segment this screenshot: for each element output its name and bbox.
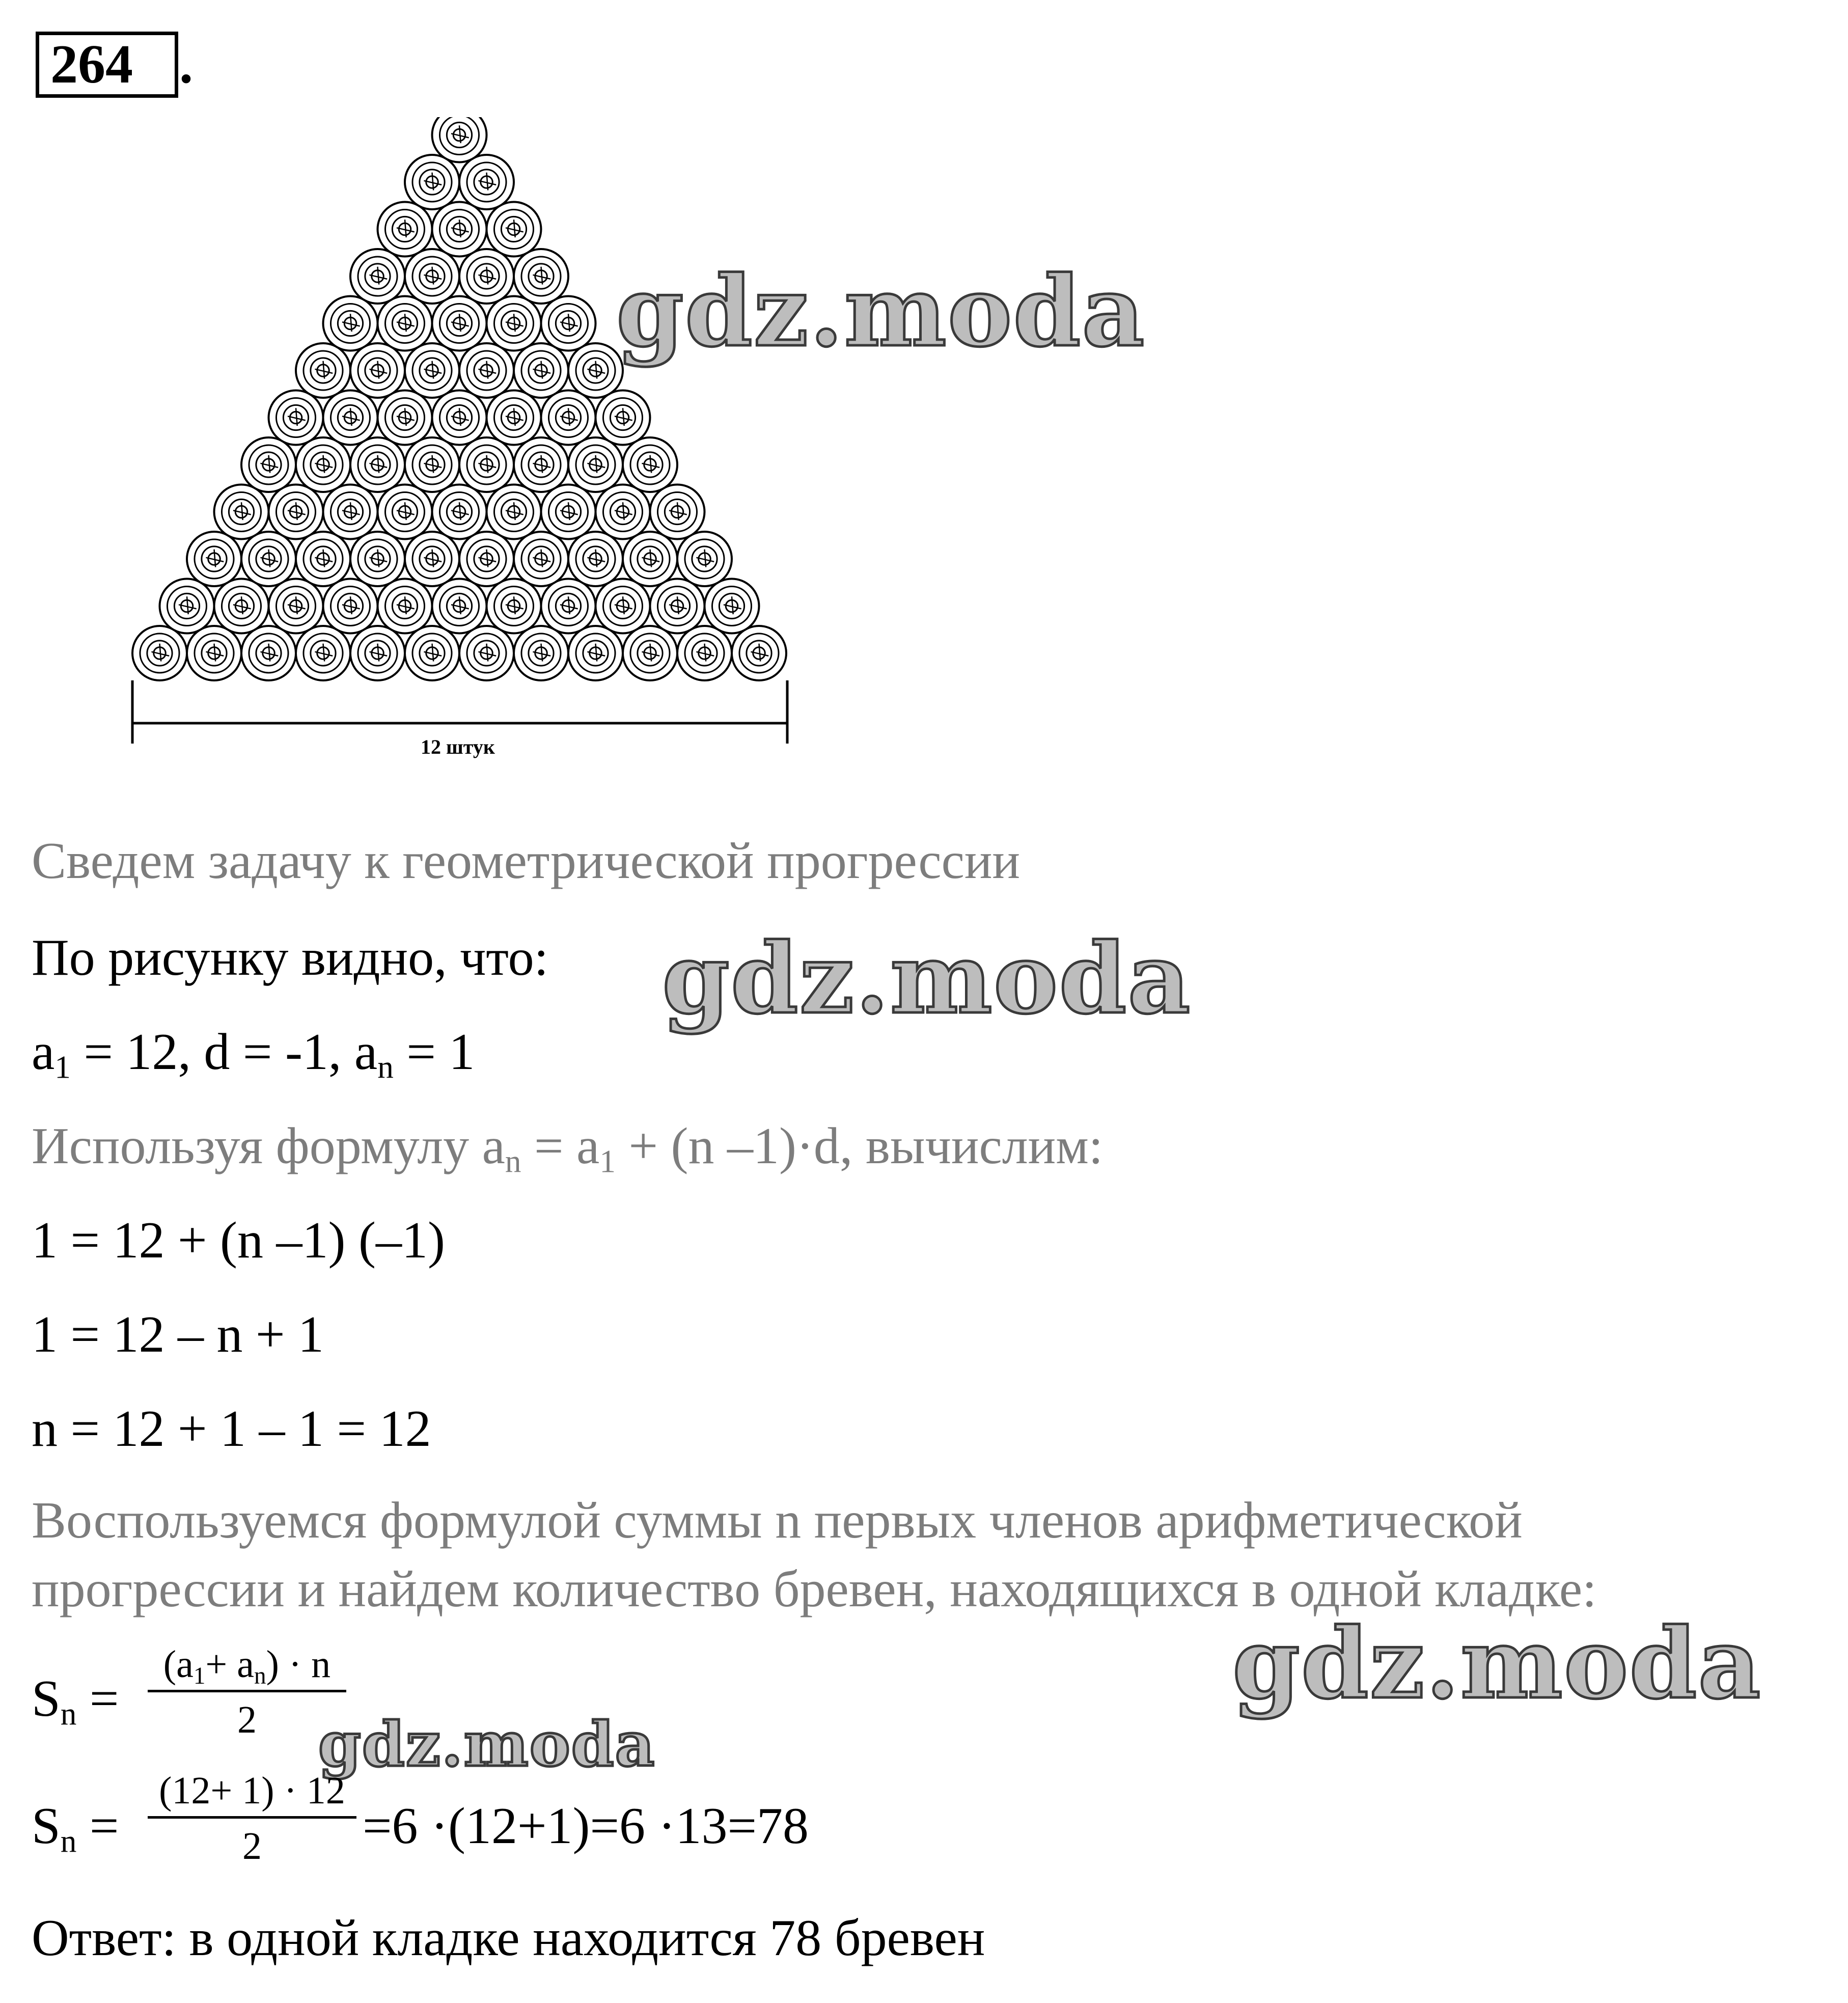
sum-formula-denominator: 2 [237,1698,257,1741]
log-end [514,532,568,586]
log-end [568,343,623,398]
num-sub1: 1 [193,1663,206,1690]
log-end [487,485,541,539]
log-end [269,391,323,445]
log-end [160,579,214,634]
equation-1: 1 = 12 + (n –1) (–1) [32,1212,445,1269]
sum-calc-result: =6 ·(12+1)=6 ·13=78 [363,1797,809,1855]
sum-formula-lhs [32,1670,119,1732]
log-end [187,626,241,680]
fraction-bar [148,1816,356,1819]
sum-intro-line-1: Воспользуемся формулой суммы n первых членов арифметической [32,1492,1523,1549]
intro-line: Сведем задачу к геометрической прогрессии [32,832,1020,890]
watermark-2: gdz.moda [662,922,1192,1035]
log-end [241,626,296,680]
log-end [650,579,705,634]
log-end [459,626,514,680]
log-end [350,626,405,680]
log-end [459,532,514,586]
log-end [459,437,514,492]
log-end [296,343,350,398]
sum-formula-s: S [32,1670,61,1727]
log-end [568,532,623,586]
log-end [296,437,350,492]
log-end [541,579,596,634]
log-end [459,155,514,209]
given-n-sub: n [377,1049,394,1085]
log-end [269,485,323,539]
log-end [568,626,623,680]
log-end [405,155,459,209]
log-end [514,437,568,492]
log-end [296,532,350,586]
log-end [378,485,432,539]
log-end [350,343,405,398]
log-end [596,485,650,539]
log-end [350,437,405,492]
num-part-c: ) · n [266,1643,331,1686]
log-end [541,485,596,539]
sum-calc-s: S [32,1797,61,1855]
answer-line: Ответ: в одной кладке находится 78 бревен [32,1909,985,1967]
log-end [323,391,378,445]
log-end [596,391,650,445]
log-end [650,485,705,539]
log-end [323,485,378,539]
log-end [459,343,514,398]
num-part-a: (a [163,1643,194,1686]
given-a-sub: 1 [54,1049,71,1085]
log-end [187,532,241,586]
log-end [214,579,269,634]
log-end [514,626,568,680]
log-end [350,249,405,304]
log-end [405,343,459,398]
log-pile-svg [122,117,815,764]
log-end [459,249,514,304]
num-part-b: + a [205,1643,254,1686]
log-end [241,532,296,586]
num-sub2: n [254,1663,266,1690]
sum-formula-s-sub: n [60,1696,77,1732]
log-end [378,202,432,257]
log-end [378,296,432,351]
sum-calc-numerator: (12+ 1) · 12 [159,1769,345,1812]
formula-pre: Используя формулу a [32,1117,505,1175]
problem-number: 264 [50,34,133,95]
log-end [432,117,487,162]
log-end [269,579,323,634]
sum-calc-s-sub: n [60,1823,77,1859]
log-end [432,485,487,539]
sum-calc-fraction [148,1769,356,1868]
log-end [596,579,650,634]
log-end [323,579,378,634]
given-line [32,1023,475,1085]
log-end [677,532,732,586]
given-a: a [32,1023,55,1081]
log-end [568,437,623,492]
log-end [214,485,269,539]
log-end [487,391,541,445]
sum-calc-eq: = [76,1797,119,1855]
sum-calc-lhs [32,1797,119,1859]
formula-post: + (n –1)·d, вычислим: [615,1117,1104,1175]
log-end [405,249,459,304]
log-end [705,579,759,634]
log-end [541,296,596,351]
log-end [514,249,568,304]
sum-formula-fraction [148,1645,346,1739]
log-end [432,296,487,351]
log-end [514,343,568,398]
observe-line: По рисунку видно, что: [32,929,548,986]
watermark-4: gdz.moda [318,1709,656,1780]
log-end [132,626,187,680]
given-rest2: = 1 [393,1023,475,1081]
log-end [732,626,786,680]
log-end [378,391,432,445]
log-end [432,579,487,634]
sum-calc-denominator: 2 [242,1825,262,1868]
log-end [405,626,459,680]
log-end [405,437,459,492]
problem-number-dot: . [179,34,193,95]
watermark-1: gdz.moda [616,255,1146,368]
sum-formula-eq: = [76,1670,119,1727]
log-end [623,626,677,680]
log-end [405,532,459,586]
log-end [378,579,432,634]
figure-caption: 12 штук [421,735,495,758]
formula-sub2: 1 [599,1143,616,1179]
log-end [432,391,487,445]
sum-intro-line-2: прогрессии и найдем количество бревен, находящихся в одной кладке: [32,1560,1597,1618]
log-end [677,626,732,680]
log-end [323,296,378,351]
log-end [241,437,296,492]
log-end [487,202,541,257]
log-end [623,532,677,586]
log-end [487,579,541,634]
formula-line [32,1117,1104,1179]
given-rest1: = 12, d = -1, a [70,1023,378,1081]
log-end [350,532,405,586]
equation-3: n = 12 + 1 – 1 = 12 [32,1400,431,1458]
watermark-3: gdz.moda [1232,1607,1762,1720]
log-end [296,626,350,680]
equation-2: 1 = 12 – n + 1 [32,1306,324,1363]
log-pile-figure [122,117,815,764]
log-end [432,202,487,257]
sum-formula-numerator [148,1643,346,1690]
log-end [487,296,541,351]
problem-number-box [36,32,178,98]
formula-mid: = a [521,1117,600,1175]
formula-sub1: n [505,1143,521,1179]
log-end [541,391,596,445]
log-end [623,437,677,492]
fraction-bar [148,1690,346,1692]
